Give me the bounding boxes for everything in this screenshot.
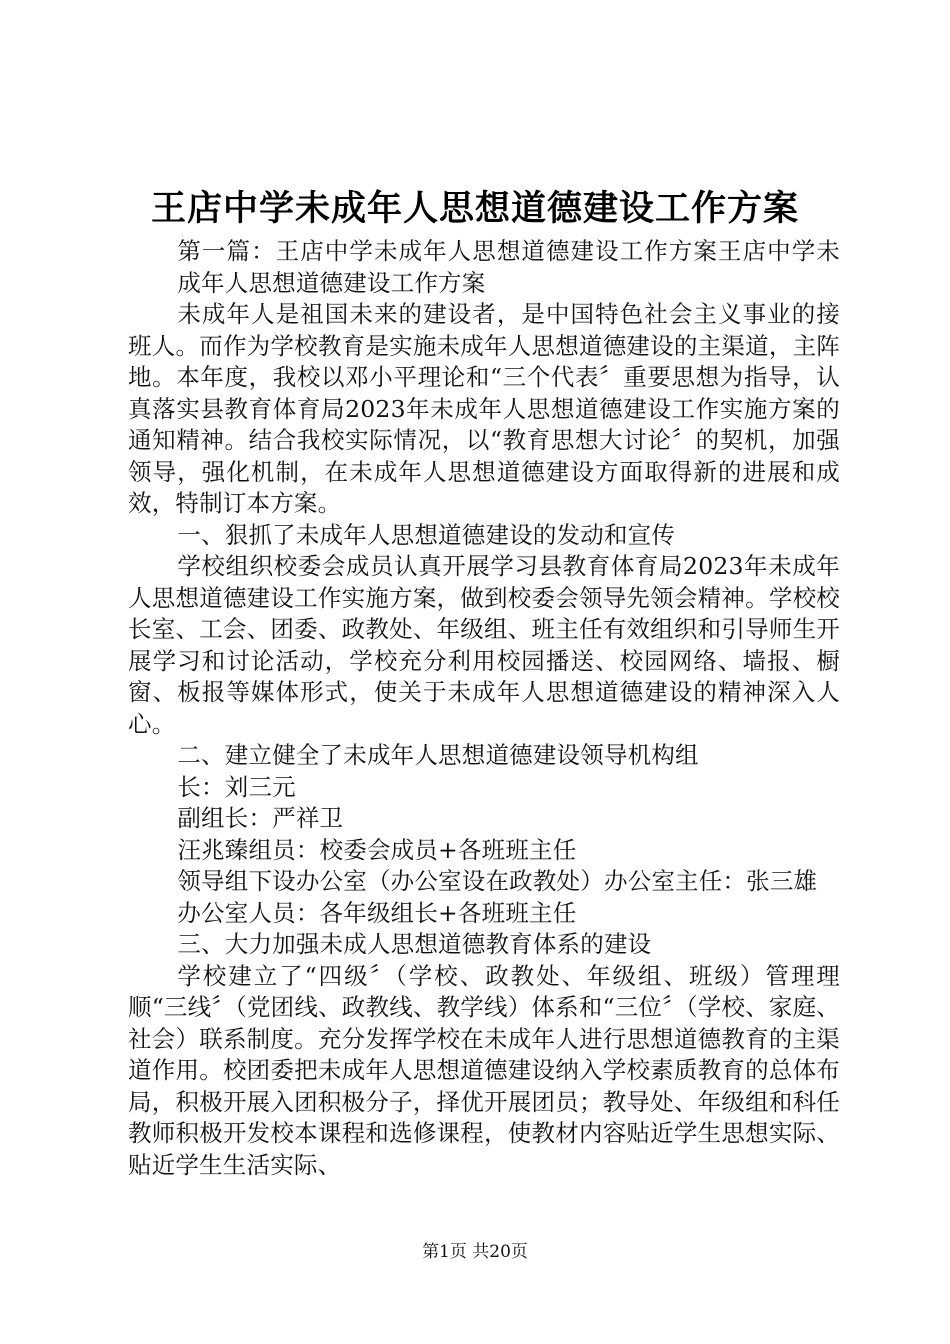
section-heading-2: 二、建立健全了未成年人思想道德建设领导机构组 [177,741,699,769]
deputy-leader-line: 副组长：严祥卫 [177,804,344,832]
paragraph-overview: 未成年人是祖国未来的建设者，是中国特色社会主义事业的接班人。而作为学校教育是实施未成年人思想道德建设的主渠道，主阵地。本年度，我校以邓小平理论和“三个代表〞重要思想为指导，认真落实县教育体育局2023年未成年人思想道德建设工作实施方案的通知精神。结合我校实际情况，以“教育思想大讨论〞的契机，加强领导，强化机制，在未成年人思想道德建设方面取得新的进展和成效，特制订本方案。 [128,300,840,517]
paragraph-section-1: 学校组织校委会成员认真开展学习县教育体育局2023年未成年人思想道德建设工作实施方案，做到校委会领导先领会精神。学校校长室、工会、团委、政教处、年级组、班主任有效组织和引导师生开展学习和讨论活动，学校充分利用校园播送、校园网络、墙报、橱窗、板报等媒体形式，使关于未成年人思想道德建设的精神深入人心。 [128,552,840,738]
document-title: 王店中学未成年人思想道德建设工作方案 [150,189,799,229]
paragraph-intro: 第一篇：王店中学未成年人思想道德建设工作方案王店中学未成年人思想道德建设工作方案 [177,237,840,297]
office-line: 领导组下设办公室（办公室设在政教处）办公室主任：张三雄 [177,867,818,895]
office-staff-line: 办公室人员：各年级组长+各班班主任 [177,898,577,927]
members-line: 汪兆臻组员：校委会成员+各班班主任 [177,835,577,864]
page-footer: 第1页 共20页 [422,1242,528,1262]
section-heading-3: 三、大力加强未成人思想道德教育体系的建设 [177,930,652,958]
paragraph-section-3: 学校建立了“四级〞（学校、政教处、年级组、班级）管理理顺“三线〞（党团线、政教线、教学线）体系和“三位〞（学校、家庭、社会）联系制度。充分发挥学校在未成年人进行思想道德教育的主渠道作用。校团委把未成年人思想道德建设纳入学校素质教育的总体布局，积极开展入团积极分子，择优开展团员；教导处、年级组和科任教师积极开发校本课程和选修课程，使教材内容贴近学生思想实际、贴近学生生活实际、 [128,961,840,1179]
leader-line: 长：刘三元 [177,772,296,801]
section-heading-1: 一、狠抓了未成年人思想道德建设的发动和宣传 [177,520,676,549]
document-body [128,236,840,1181]
